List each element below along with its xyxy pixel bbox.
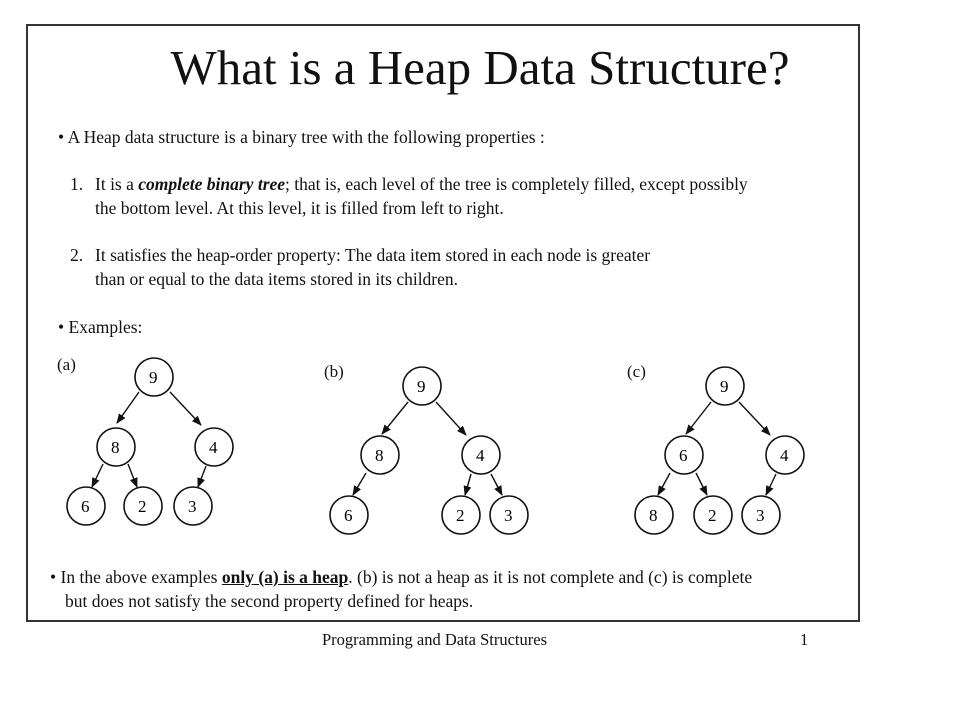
tree-c-edge-6-2 (696, 473, 707, 495)
tree-a-value-left-left: 6 (81, 497, 90, 516)
tree-c-edge-9-6 (686, 402, 711, 434)
tree-c-value-root: 9 (720, 377, 729, 396)
tree-b-value-left: 8 (375, 446, 384, 465)
bullet-mark: • (58, 317, 65, 337)
tree-a-value-right-left: 3 (188, 497, 197, 516)
tree-a-value-root: 9 (149, 368, 158, 387)
tree-b-value-left-left: 6 (344, 506, 353, 525)
property-2-line-1: It satisfies the heap-order property: The data item stored in each node is greater (95, 245, 651, 265)
tree-a-edge-4-3 (198, 466, 206, 487)
property-1-text-before: It is a (95, 174, 139, 194)
tree-b-edge-4-2 (465, 474, 471, 495)
tree-c-value-right: 4 (780, 446, 789, 465)
intro-text: A Heap data structure is a binary tree with the following properties : (67, 127, 545, 147)
tree-a-edge-8-6 (92, 464, 103, 487)
property-2-line-2: than or equal to the data items stored in its children. (95, 269, 459, 289)
tree-c-value-right-left: 3 (756, 506, 765, 525)
tree-c-edge-6-8 (658, 473, 670, 495)
property-1-line-2: the bottom level. At this level, it is filled from left to right. (95, 198, 504, 218)
tree-c-value-left-left: 8 (649, 506, 658, 525)
slide-title: What is a Heap Data Structure? (170, 40, 790, 95)
tree-c-label: (c) (627, 362, 646, 381)
tree-a-value-right: 4 (209, 438, 218, 457)
tree-a-edge-8-2 (128, 464, 137, 487)
tree-a-value-left: 8 (111, 438, 120, 457)
conclusion-line-1 (50, 566, 752, 588)
conclusion-line-2: but does not satisfy the second property defined for heaps. (65, 591, 474, 611)
conclusion-emphasis: only (a) is a heap (221, 567, 349, 587)
tree-a-value-left-right: 2 (138, 497, 147, 516)
footer-course-title: Programming and Data Structures (322, 630, 547, 649)
property-1-text-after: ; that is, each level of the tree is completely filled, except possibly (285, 174, 748, 194)
tree-a-edge-9-4 (170, 392, 201, 425)
tree-b-value-right-left: 2 (456, 506, 465, 525)
bullet-mark: • (50, 567, 57, 587)
tree-c-edge-9-4 (739, 402, 770, 435)
tree-a (67, 358, 233, 525)
property-2-number: 2. (70, 245, 84, 265)
property-1-number: 1. (70, 174, 84, 194)
tree-a-edge-9-8 (117, 392, 139, 423)
tree-b (330, 367, 528, 534)
tree-c-value-left-right: 2 (708, 506, 717, 525)
tree-b-edge-4-3 (491, 474, 502, 495)
tree-c (635, 367, 804, 534)
tree-c-value-left: 6 (679, 446, 688, 465)
tree-a-label: (a) (57, 355, 76, 374)
tree-b-value-right-right: 3 (504, 506, 513, 525)
examples-label: Examples: (68, 317, 143, 337)
conclusion-after: . (b) is not a heap as it is not complete and (c) is complete (348, 567, 753, 587)
tree-c-edge-4-3 (766, 474, 776, 495)
tree-b-edge-8-6 (353, 473, 366, 495)
tree-b-value-root: 9 (417, 377, 426, 396)
tree-b-label: (b) (324, 362, 344, 381)
footer-page-number: 1 (800, 630, 809, 649)
bullet-mark: • (58, 127, 65, 147)
conclusion-before: In the above examples (60, 567, 222, 587)
tree-b-edge-9-4 (436, 402, 466, 435)
property-1-emphasis: complete binary tree (138, 174, 286, 194)
tree-b-value-right: 4 (476, 446, 485, 465)
tree-b-edge-9-8 (382, 402, 408, 434)
